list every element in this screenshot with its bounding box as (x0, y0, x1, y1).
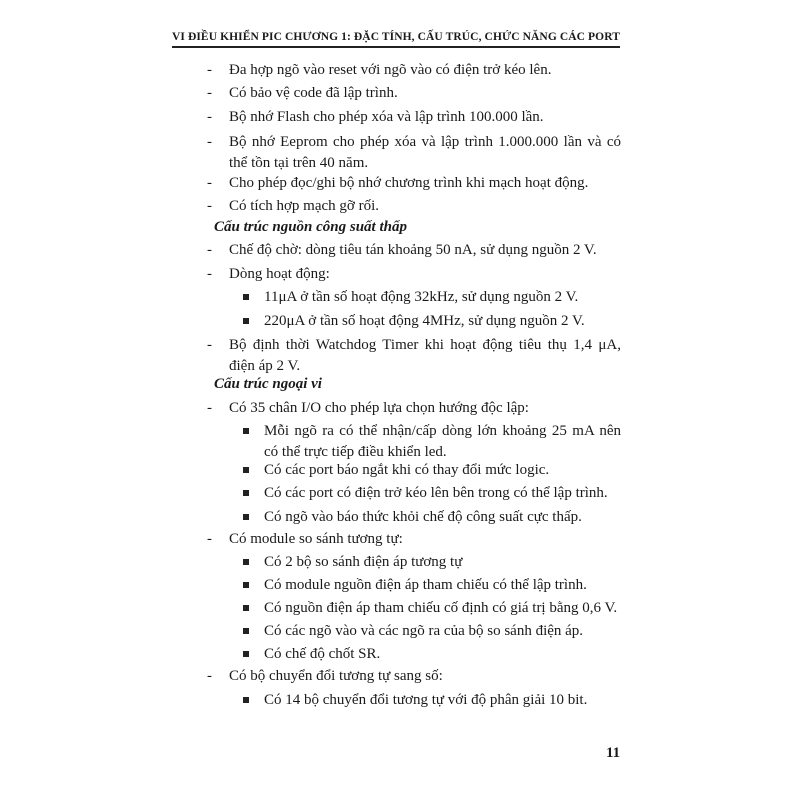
sub-list-item: Có các ngõ vào và các ngõ ra của bộ so sánh điện áp. (264, 623, 584, 639)
list-item: Có bảo vệ code đã lập trình. (229, 85, 398, 101)
sub-list-item: Có nguồn điện áp tham chiếu cố định có giá trị bằng 0,6 V. (264, 600, 618, 616)
list-item: Cho phép đọc/ghi bộ nhớ chương trình khi mạch hoạt động. (229, 175, 589, 191)
dash-marker: - (207, 400, 212, 416)
square-bullet-icon (243, 559, 249, 565)
sub-list-item: 220μA ở tần số hoạt động 4MHz, sử dụng nguồn 2 V. (264, 313, 585, 329)
dash-marker: - (207, 175, 212, 191)
dash-marker: - (207, 668, 212, 684)
sub-list-item: Có ngõ vào báo thức khỏi chế độ công suất cực thấp. (264, 509, 582, 525)
list-item: Có tích hợp mạch gỡ rối. (229, 198, 380, 214)
square-bullet-icon (243, 651, 249, 657)
list-item: Dòng hoạt động: (229, 266, 330, 282)
dash-marker: - (207, 531, 212, 547)
square-bullet-icon (243, 514, 249, 520)
dash-marker: - (207, 62, 212, 78)
list-item: Đa hợp ngõ vào reset với ngõ vào có điện trở kéo lên. (229, 62, 552, 78)
square-bullet-icon (243, 582, 249, 588)
square-bullet-icon (243, 318, 249, 324)
dash-marker: - (207, 198, 212, 214)
sub-list-item: Mỗi ngõ ra có thể nhận/cấp dòng lớn khoảng 25 mA nên có thể trực tiếp điều khiển led. (264, 423, 621, 460)
dash-marker: - (207, 85, 212, 101)
list-item: Có 35 chân I/O cho phép lựa chọn hướng độc lập: (229, 400, 529, 416)
square-bullet-icon (243, 490, 249, 496)
header-chapter-title: CHƯƠNG 1: ĐẶC TÍNH, CẤU TRÚC, CHỨC NĂNG CÁC PORT (284, 31, 620, 43)
dash-marker: - (207, 134, 212, 150)
list-item: Có bộ chuyển đổi tương tự sang số: (229, 668, 443, 684)
square-bullet-icon (243, 605, 249, 611)
header-book-title: VI ĐIỀU KHIỂN PIC (172, 31, 283, 43)
list-item: Chế độ chờ: dòng tiêu tán khoảng 50 nA, sử dụng nguồn 2 V. (229, 242, 597, 258)
list-item: Bộ định thời Watchdog Timer khi hoạt động tiêu thụ 1,4 μA, điện áp 2 V. (229, 337, 621, 374)
sub-list-item: Có các port có điện trở kéo lên bên trong có thể lập trình. (264, 485, 608, 501)
sub-list-item: 11μA ở tần số hoạt động 32kHz, sử dụng nguồn 2 V. (264, 289, 579, 305)
running-header (172, 31, 620, 43)
sub-list-item: Có các port báo ngắt khi có thay đổi mức logic. (264, 462, 550, 478)
sub-list-item: Có chế độ chốt SR. (264, 646, 381, 662)
list-item: Có module so sánh tương tự: (229, 531, 403, 547)
sub-list-item: Có 14 bộ chuyển đổi tương tự với độ phân giải 10 bit. (264, 692, 588, 708)
dash-marker: - (207, 109, 212, 125)
dash-marker: - (207, 337, 212, 353)
section-heading-peripheral: Cấu trúc ngoại vi (214, 376, 322, 392)
square-bullet-icon (243, 697, 249, 703)
square-bullet-icon (243, 467, 249, 473)
square-bullet-icon (243, 628, 249, 634)
sub-list-item: Có 2 bộ so sánh điện áp tương tự (264, 554, 463, 570)
header-rule (172, 46, 620, 48)
square-bullet-icon (243, 428, 249, 434)
page-number: 11 (606, 745, 621, 761)
sub-list-item: Có module nguồn điện áp tham chiếu có thể lập trình. (264, 577, 587, 593)
square-bullet-icon (243, 294, 249, 300)
section-heading-low-power: Cấu trúc nguồn công suất thấp (214, 219, 407, 235)
list-item: Bộ nhớ Eeprom cho phép xóa và lập trình 1.000.000 lần và có thể tồn tại trên 40 năm. (229, 134, 621, 171)
dash-marker: - (207, 242, 212, 258)
dash-marker: - (207, 266, 212, 282)
list-item: Bộ nhớ Flash cho phép xóa và lập trình 100.000 lần. (229, 109, 544, 125)
